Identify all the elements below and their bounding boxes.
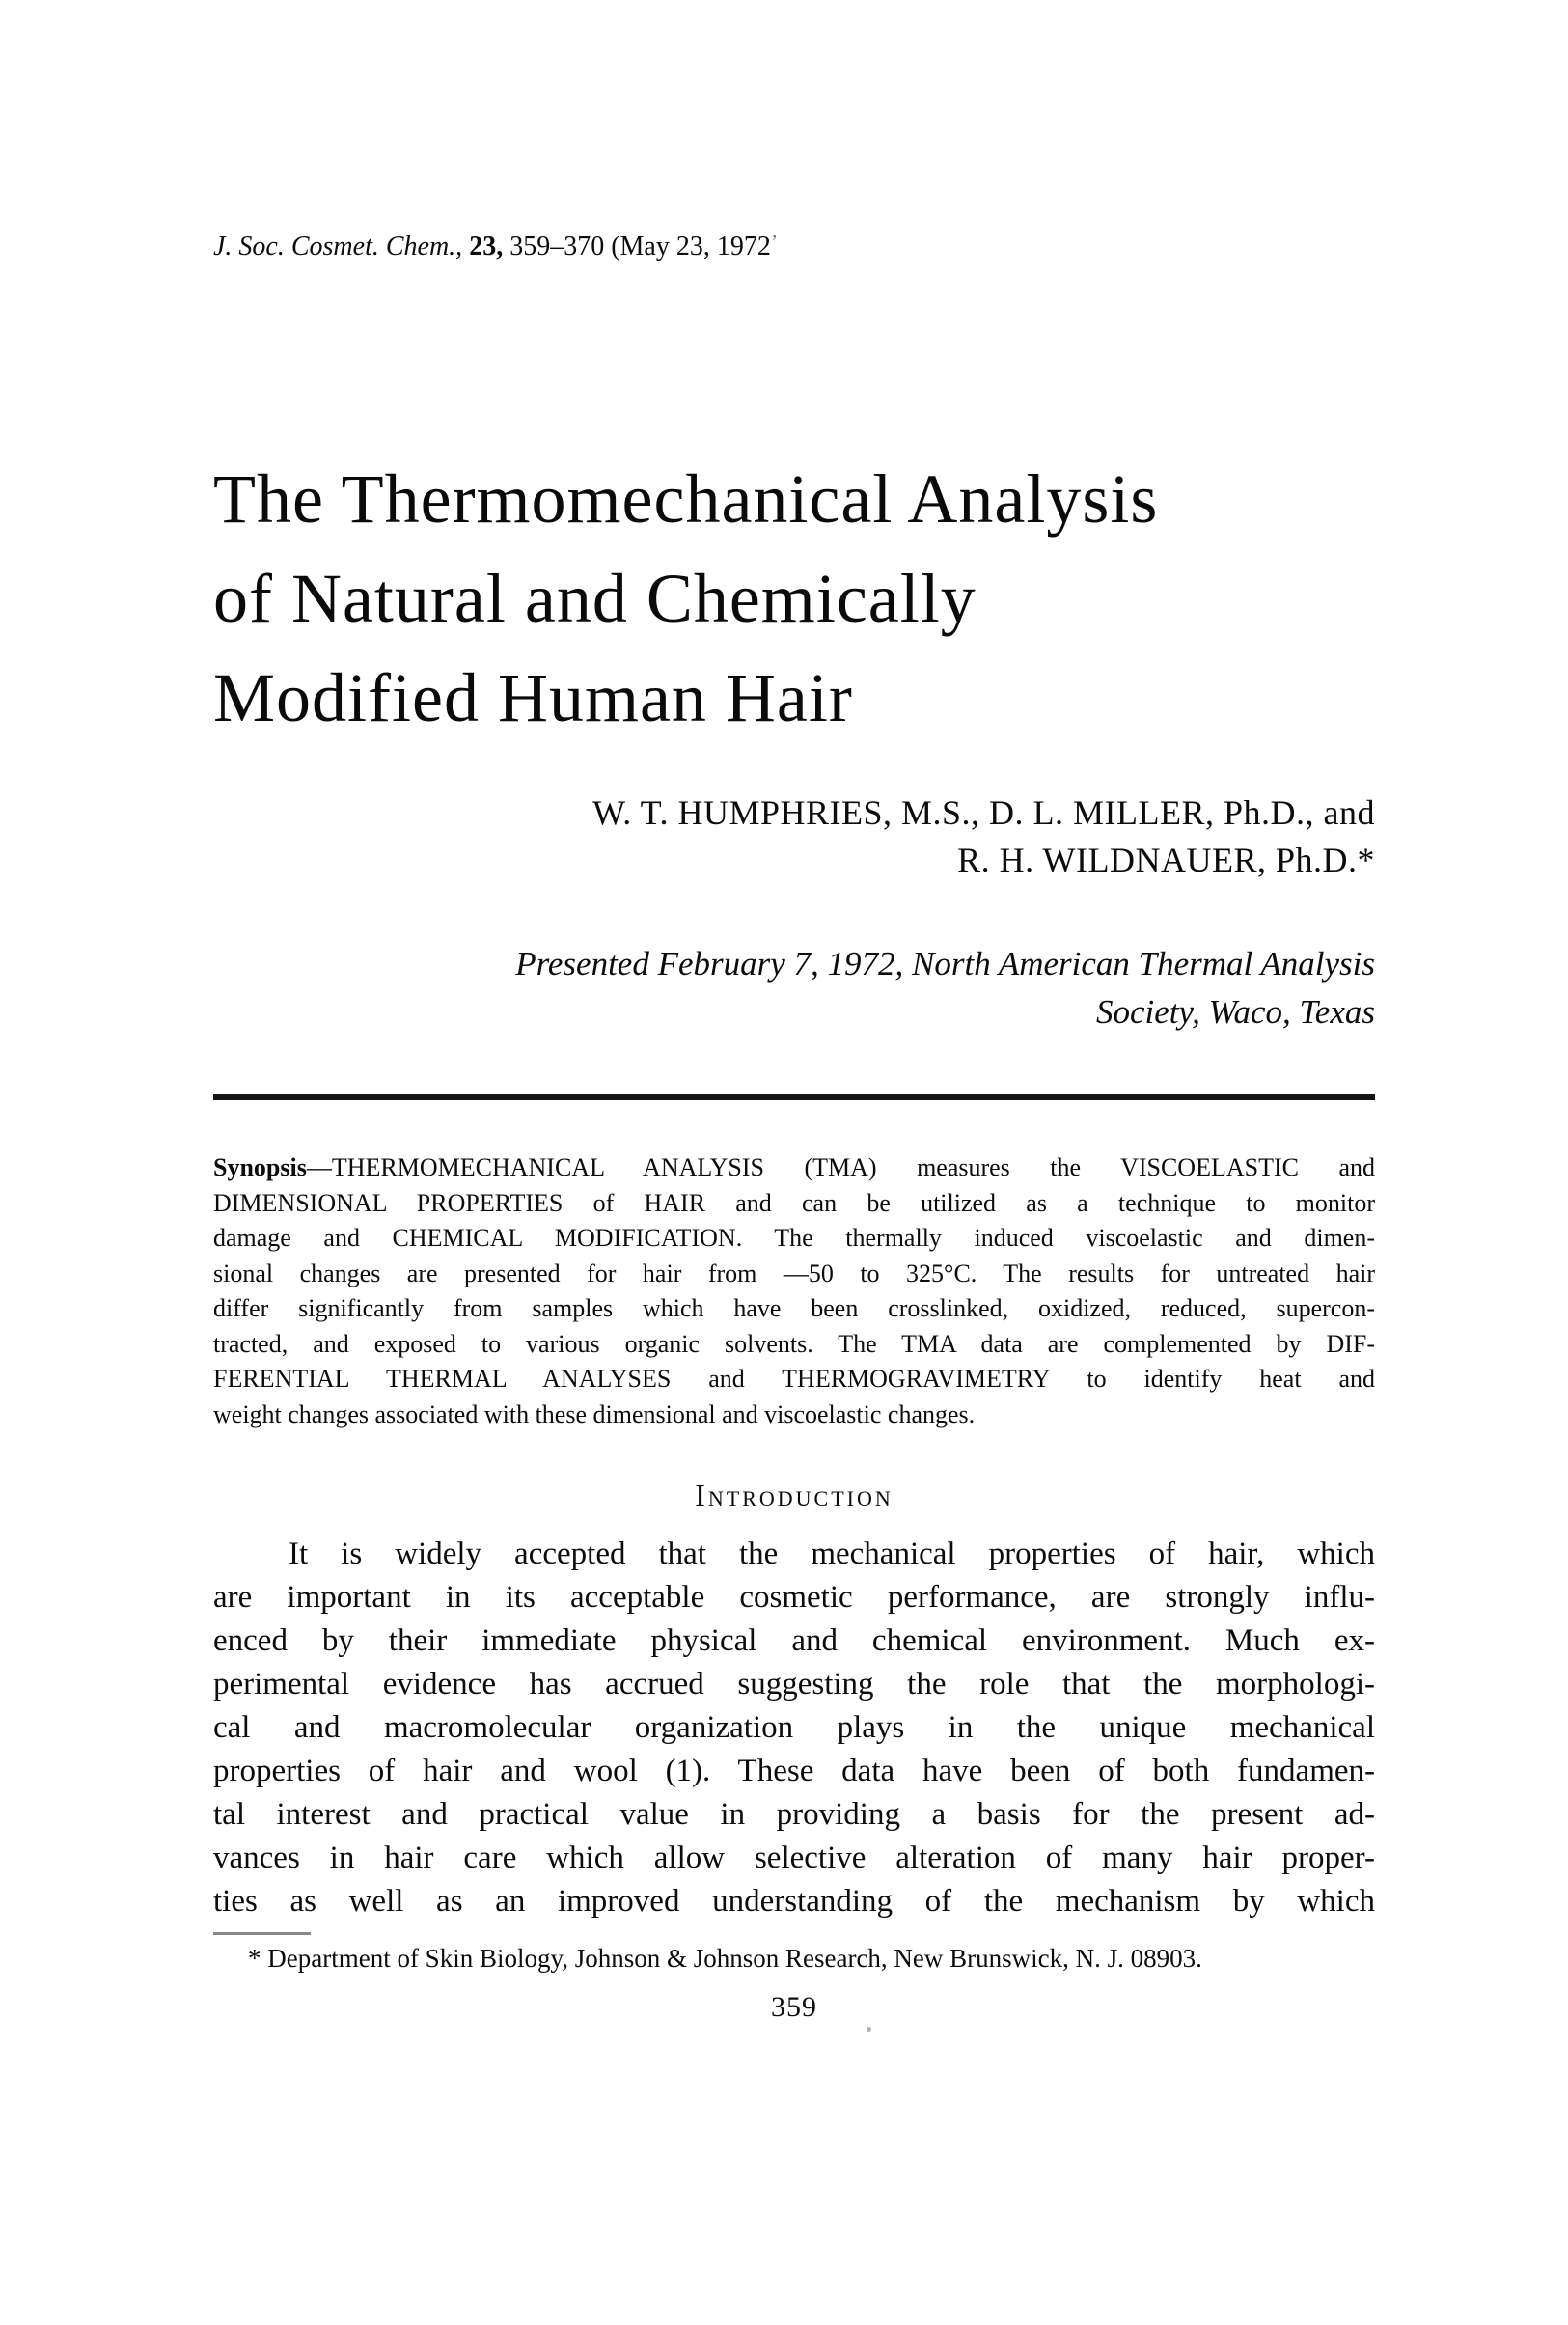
text-line: cal and macromolecular organization plays in the unique mechanical [213,1710,1375,1745]
journal-reference [213,230,1375,263]
journal-pages-date: 359–370 (May 23, 1972 [509,232,771,262]
footnote-rule [213,1932,311,1935]
text-line: ties as well as an improved understanding of the mechanism by which [213,1884,1375,1919]
paper-title [213,450,1375,748]
authors-line-2: R. H. WILDNAUER, Ph.D.* [957,841,1375,879]
journal-volume: 23, [469,232,510,262]
title-line-3: Modified Human Hair [213,659,853,736]
text-line: vances in hair care which allow selective alteration of many hair proper- [213,1841,1375,1875]
presented-line-2: Society, Waco, Texas [1095,993,1375,1031]
horizontal-rule [213,1094,1375,1100]
introduction-paragraph [213,1533,1375,1924]
journal-name: J. Soc. Cosmet. Chem., [213,232,470,262]
text-line: differ significantly from samples which have been crosslinked, oxidized, reduced, supercon- [213,1294,1375,1322]
authors [213,789,1375,884]
page-number: 359 [771,1991,817,2023]
text-line: tracted, and exposed to various organic solvents. The TMA data are complemented by DIF- [213,1329,1375,1358]
text-line: sional changes are presented for hair from —50 to 325°C. The results for untreated hair [213,1259,1375,1287]
synopsis [213,1150,1375,1432]
text-line: enced by their immediate physical and chemical environment. Much ex- [213,1623,1375,1658]
scan-mark: ’ [770,230,779,254]
title-line-2: of Natural and Chemically [213,560,977,637]
section-heading-introduction: Introduction [695,1478,894,1512]
presented-at [213,940,1375,1037]
synopsis-label: Synopsis [213,1153,307,1181]
synopsis-first-line-rest: —THERMOMECHANICAL ANALYSIS (TMA) measures the VISCOELASTIC and [306,1153,1375,1181]
text-line: damage and CHEMICAL MODIFICATION. The thermally induced viscoelastic and dimen- [213,1224,1375,1252]
text-line: weight changes associated with these dimensional and viscoelastic changes. [213,1399,976,1428]
text-line: tal interest and practical value in providing a basis for the present ad- [213,1797,1375,1832]
presented-line-1: Presented February 7, 1972, North American Thermal Analysis [515,945,1375,983]
text-line: DIMENSIONAL PROPERTIES of HAIR and can be utilized as a technique to monitor [213,1188,1375,1217]
authors-line-1: W. T. HUMPHRIES, M.S., D. L. MILLER, Ph.D., and [592,793,1375,832]
synopsis-lines [213,1186,1375,1433]
text-line: are important in its acceptable cosmetic performance, are strongly influ- [213,1580,1375,1615]
title-line-1: The Thermomechanical Analysis [213,460,1159,538]
footnote: * Department of Skin Biology, Johnson & Johnson Research, New Brunswick, N. J. 08903. [248,1944,1202,1973]
text-line: FERENTIAL THERMAL ANALYSES and THERMOGRAVIMETRY to identify heat and [213,1365,1375,1393]
synopsis-first-line [213,1150,1375,1186]
text-line: perimental evidence has accrued suggesting the role that the morphologi- [213,1667,1375,1702]
scan-artifact-dot [867,2027,871,2032]
text-line: It is widely accepted that the mechanical properties of hair, which [289,1536,1375,1571]
text-line: properties of hair and wool (1). These data have been of both fundamen- [213,1754,1375,1788]
